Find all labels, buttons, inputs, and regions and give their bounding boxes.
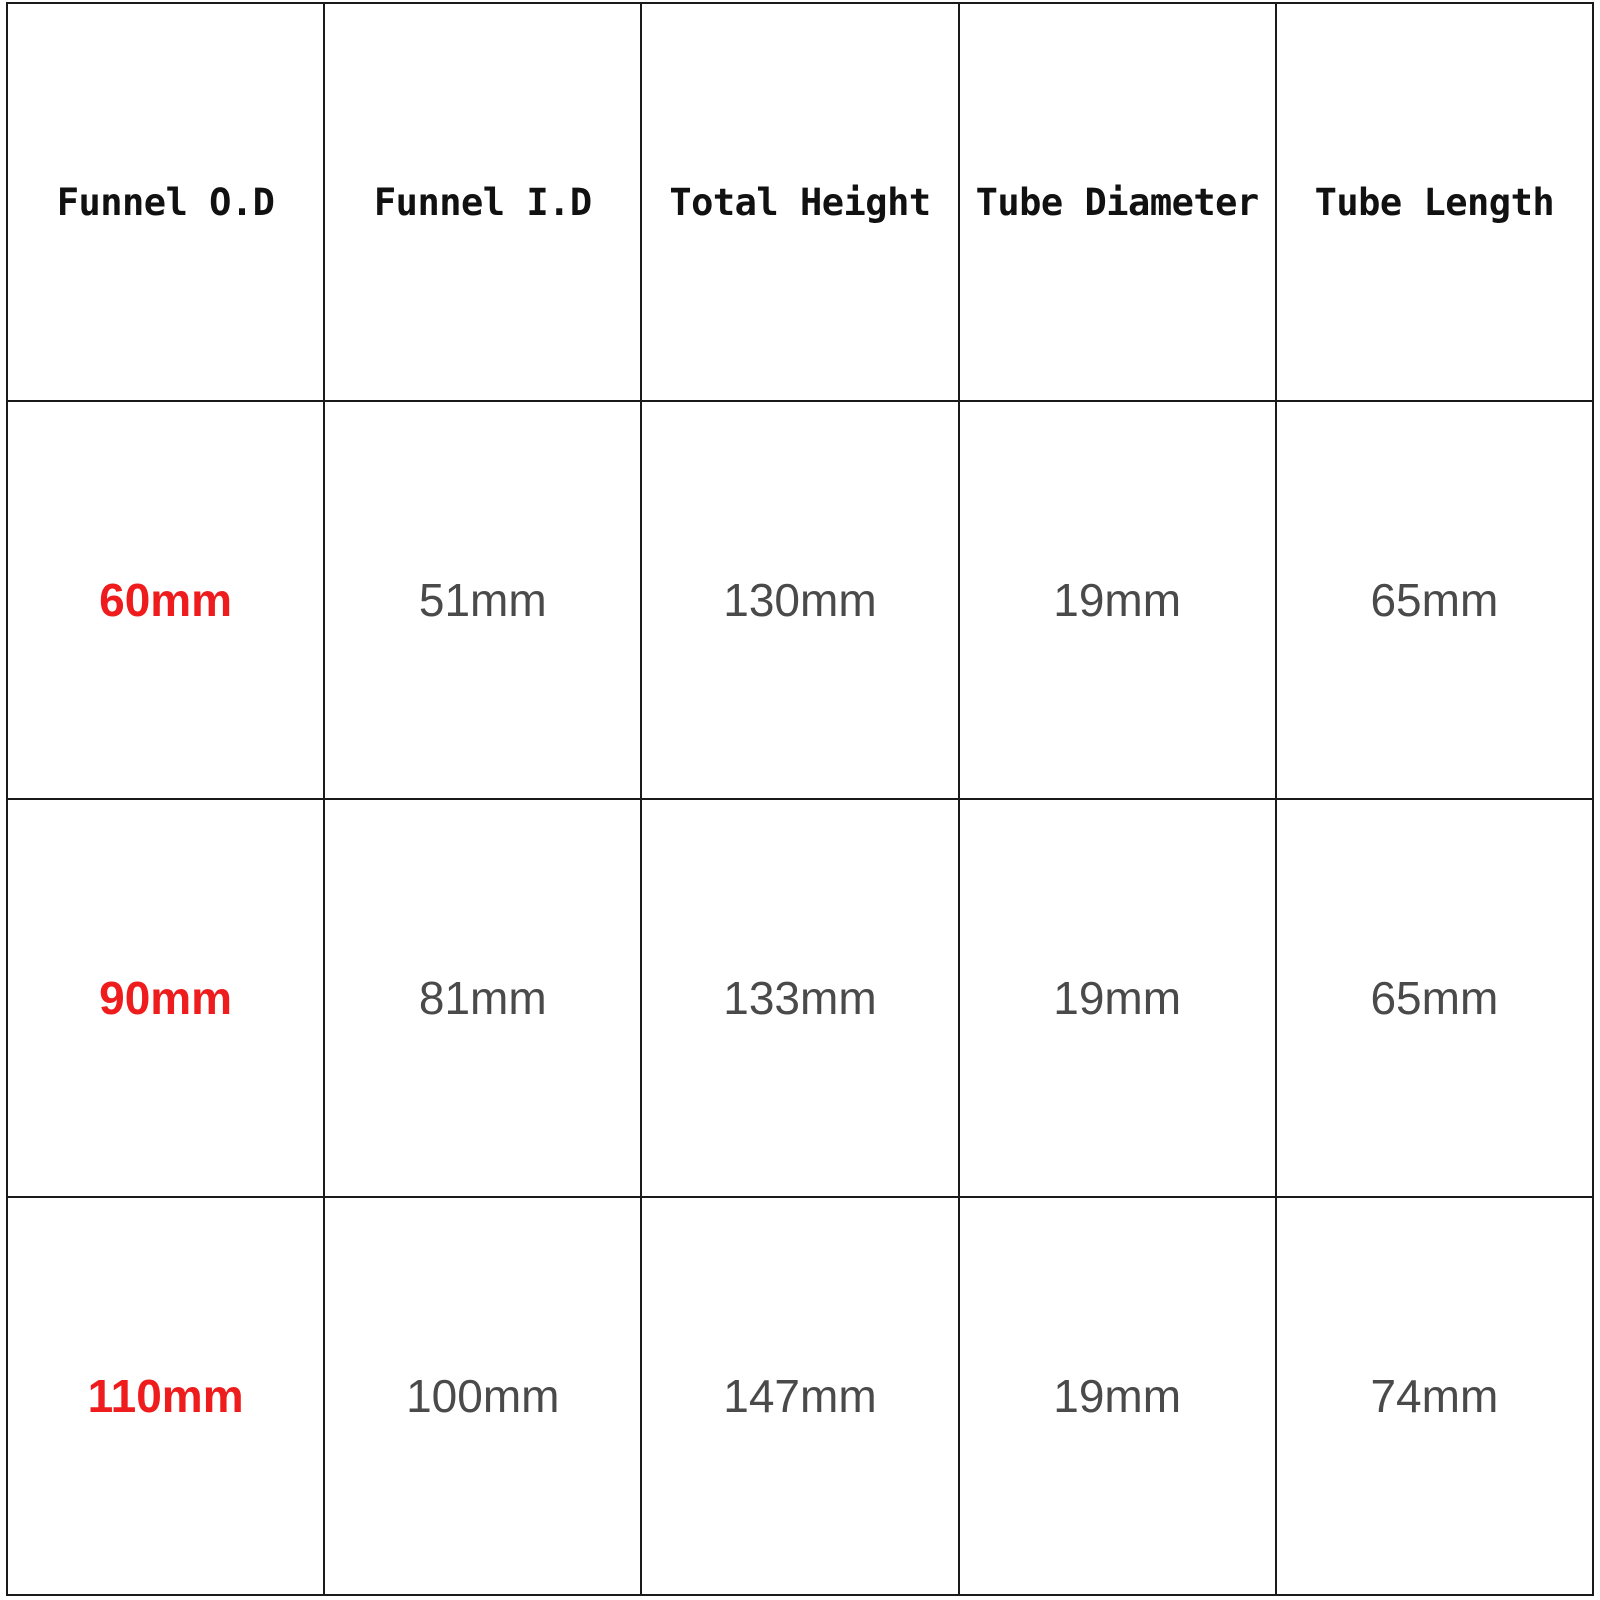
cell-funnel-id: 81mm	[324, 799, 641, 1197]
cell-tube-diameter: 19mm	[959, 1197, 1276, 1595]
cell-funnel-id: 51mm	[324, 401, 641, 799]
cell-total-height: 130mm	[641, 401, 958, 799]
cell-funnel-od: 90mm	[7, 799, 324, 1197]
header-tube-diameter: Tube Diameter	[959, 3, 1276, 401]
table-row	[7, 799, 1593, 1197]
header-funnel-id: Funnel I.D	[324, 3, 641, 401]
cell-funnel-od: 60mm	[7, 401, 324, 799]
cell-tube-length: 74mm	[1276, 1197, 1593, 1595]
header-total-height: Total Height	[641, 3, 958, 401]
cell-tube-diameter: 19mm	[959, 799, 1276, 1197]
funnel-size-table	[6, 2, 1594, 1596]
cell-total-height: 147mm	[641, 1197, 958, 1595]
header-funnel-od: Funnel O.D	[7, 3, 324, 401]
cell-tube-length: 65mm	[1276, 401, 1593, 799]
header-tube-length: Tube Length	[1276, 3, 1593, 401]
table-header-row	[7, 3, 1593, 401]
cell-total-height: 133mm	[641, 799, 958, 1197]
cell-funnel-id: 100mm	[324, 1197, 641, 1595]
cell-funnel-od: 110mm	[7, 1197, 324, 1595]
table-row	[7, 1197, 1593, 1595]
cell-tube-diameter: 19mm	[959, 401, 1276, 799]
table-row	[7, 401, 1593, 799]
cell-tube-length: 65mm	[1276, 799, 1593, 1197]
